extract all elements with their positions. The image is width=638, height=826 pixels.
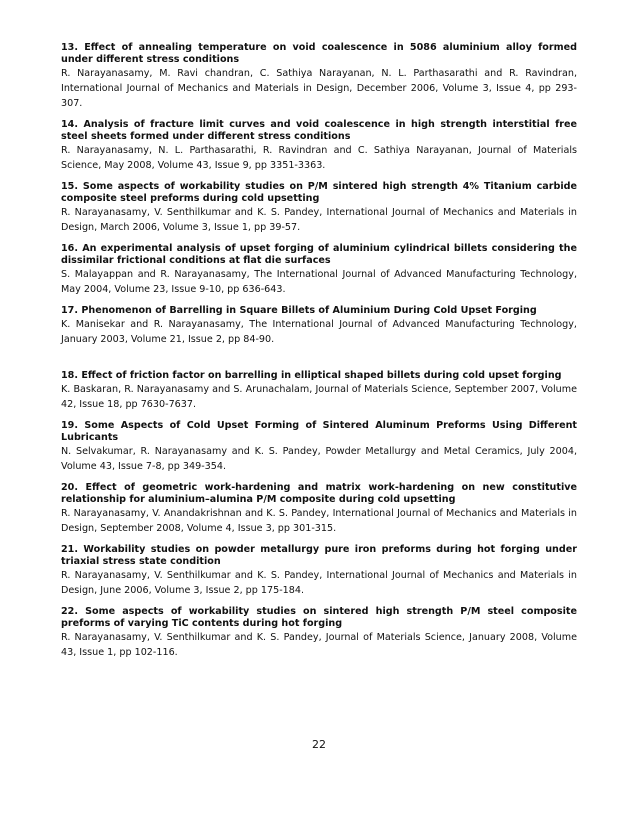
reference-entry-13 bbox=[61, 42, 577, 111]
reference-entry-20 bbox=[61, 482, 577, 536]
reference-entry-19 bbox=[61, 420, 577, 474]
reference-title: 20. Effect of geometric work-hardening and matrix work-hardening on new constitutive relationship for aluminium–alumina P/M composite during cold upsetting bbox=[61, 482, 577, 505]
reference-citation: R. Narayanasamy, V. Senthilkumar and K. S. Pandey, International Journal of Mechanics and Materials in Design, June 2006, Volume 3, Issue 2, pp 175-184. bbox=[61, 570, 577, 596]
reference-entry-17 bbox=[61, 305, 577, 347]
reference-citation: K. Baskaran, R. Narayanasamy and S. Arunachalam, Journal of Materials Science, September 2007, Volume 42, Issue 18, pp 7630-7637. bbox=[61, 384, 577, 410]
reference-citation: N. Selvakumar, R. Narayanasamy and K. S. Pandey, Powder Metallurgy and Metal Ceramics, July 2004, Volume 43, Issue 7-8, pp 349-354. bbox=[61, 446, 577, 472]
reference-title: 14. Analysis of fracture limit curves and void coalescence in high strength interstitial free steel sheets formed under different stress conditions bbox=[61, 119, 577, 142]
reference-title: 17. Phenomenon of Barrelling in Square Billets of Aluminium During Cold Upset Forging bbox=[61, 305, 537, 316]
reference-title: 19. Some Aspects of Cold Upset Forming of Sintered Aluminum Preforms Using Different Lubricants bbox=[61, 420, 577, 443]
page-number: 22 bbox=[312, 738, 326, 751]
reference-title: 18. Effect of friction factor on barrelling in elliptical shaped billets during cold upset forging bbox=[61, 370, 562, 381]
reference-title: 22. Some aspects of workability studies on sintered high strength P/M steel composite preforms of varying TiC contents during hot forging bbox=[61, 606, 577, 629]
reference-citation: R. Narayanasamy, V. Senthilkumar and K. S. Pandey, International Journal of Mechanics and Materials in Design, March 2006, Volume 3, Issue 1, pp 39-57. bbox=[61, 207, 577, 233]
reference-entry-22 bbox=[61, 606, 577, 660]
reference-title: 16. An experimental analysis of upset forging of aluminium cylindrical billets considering the dissimilar frictional conditions at flat die surfaces bbox=[61, 243, 577, 266]
reference-citation: R. Narayanasamy, N. L. Parthasarathi, R. Ravindran and C. Sathiya Narayanan, Journal of Materials Science, May 2008, Volume 43, Issue 9, pp 3351-3363. bbox=[61, 145, 577, 171]
reference-citation: R. Narayanasamy, M. Ravi chandran, C. Sathiya Narayanan, N. L. Parthasarathi and R. Ravindran, International Journal of Mechanics and Materials in Design, December 2006, Volume 3, Issue 4, pp 293-307. bbox=[61, 68, 577, 109]
reference-entry-16 bbox=[61, 243, 577, 297]
reference-title: 15. Some aspects of workability studies on P/M sintered high strength 4% Titanium carbide composite steel preforms during cold upsetting bbox=[61, 181, 577, 204]
reference-entry-21 bbox=[61, 544, 577, 598]
reference-citation: R. Narayanasamy, V. Senthilkumar and K. S. Pandey, Journal of Materials Science, January 2008, Volume 43, Issue 1, pp 102-116. bbox=[61, 632, 577, 658]
reference-title: 21. Workability studies on powder metallurgy pure iron preforms during hot forging under triaxial stress state condition bbox=[61, 544, 577, 567]
reference-citation: K. Manisekar and R. Narayanasamy, The International Journal of Advanced Manufacturing Technology, January 2003, Volume 21, Issue 2, pp 84-90. bbox=[61, 319, 577, 345]
reference-entry-18 bbox=[61, 370, 577, 412]
reference-citation: S. Malayappan and R. Narayanasamy, The International Journal of Advanced Manufacturing Technology, May 2004, Volume 23, Issue 9-10, pp 636-643. bbox=[61, 269, 577, 295]
reference-title: 13. Effect of annealing temperature on void coalescence in 5086 aluminium alloy formed under different stress conditions bbox=[61, 42, 577, 65]
reference-citation: R. Narayanasamy, V. Anandakrishnan and K. S. Pandey, International Journal of Mechanics and Materials in Design, September 2008, Volume 4, Issue 3, pp 301-315. bbox=[61, 508, 577, 534]
reference-entry-15 bbox=[61, 181, 577, 235]
reference-list bbox=[61, 42, 577, 660]
reference-entry-14 bbox=[61, 119, 577, 173]
